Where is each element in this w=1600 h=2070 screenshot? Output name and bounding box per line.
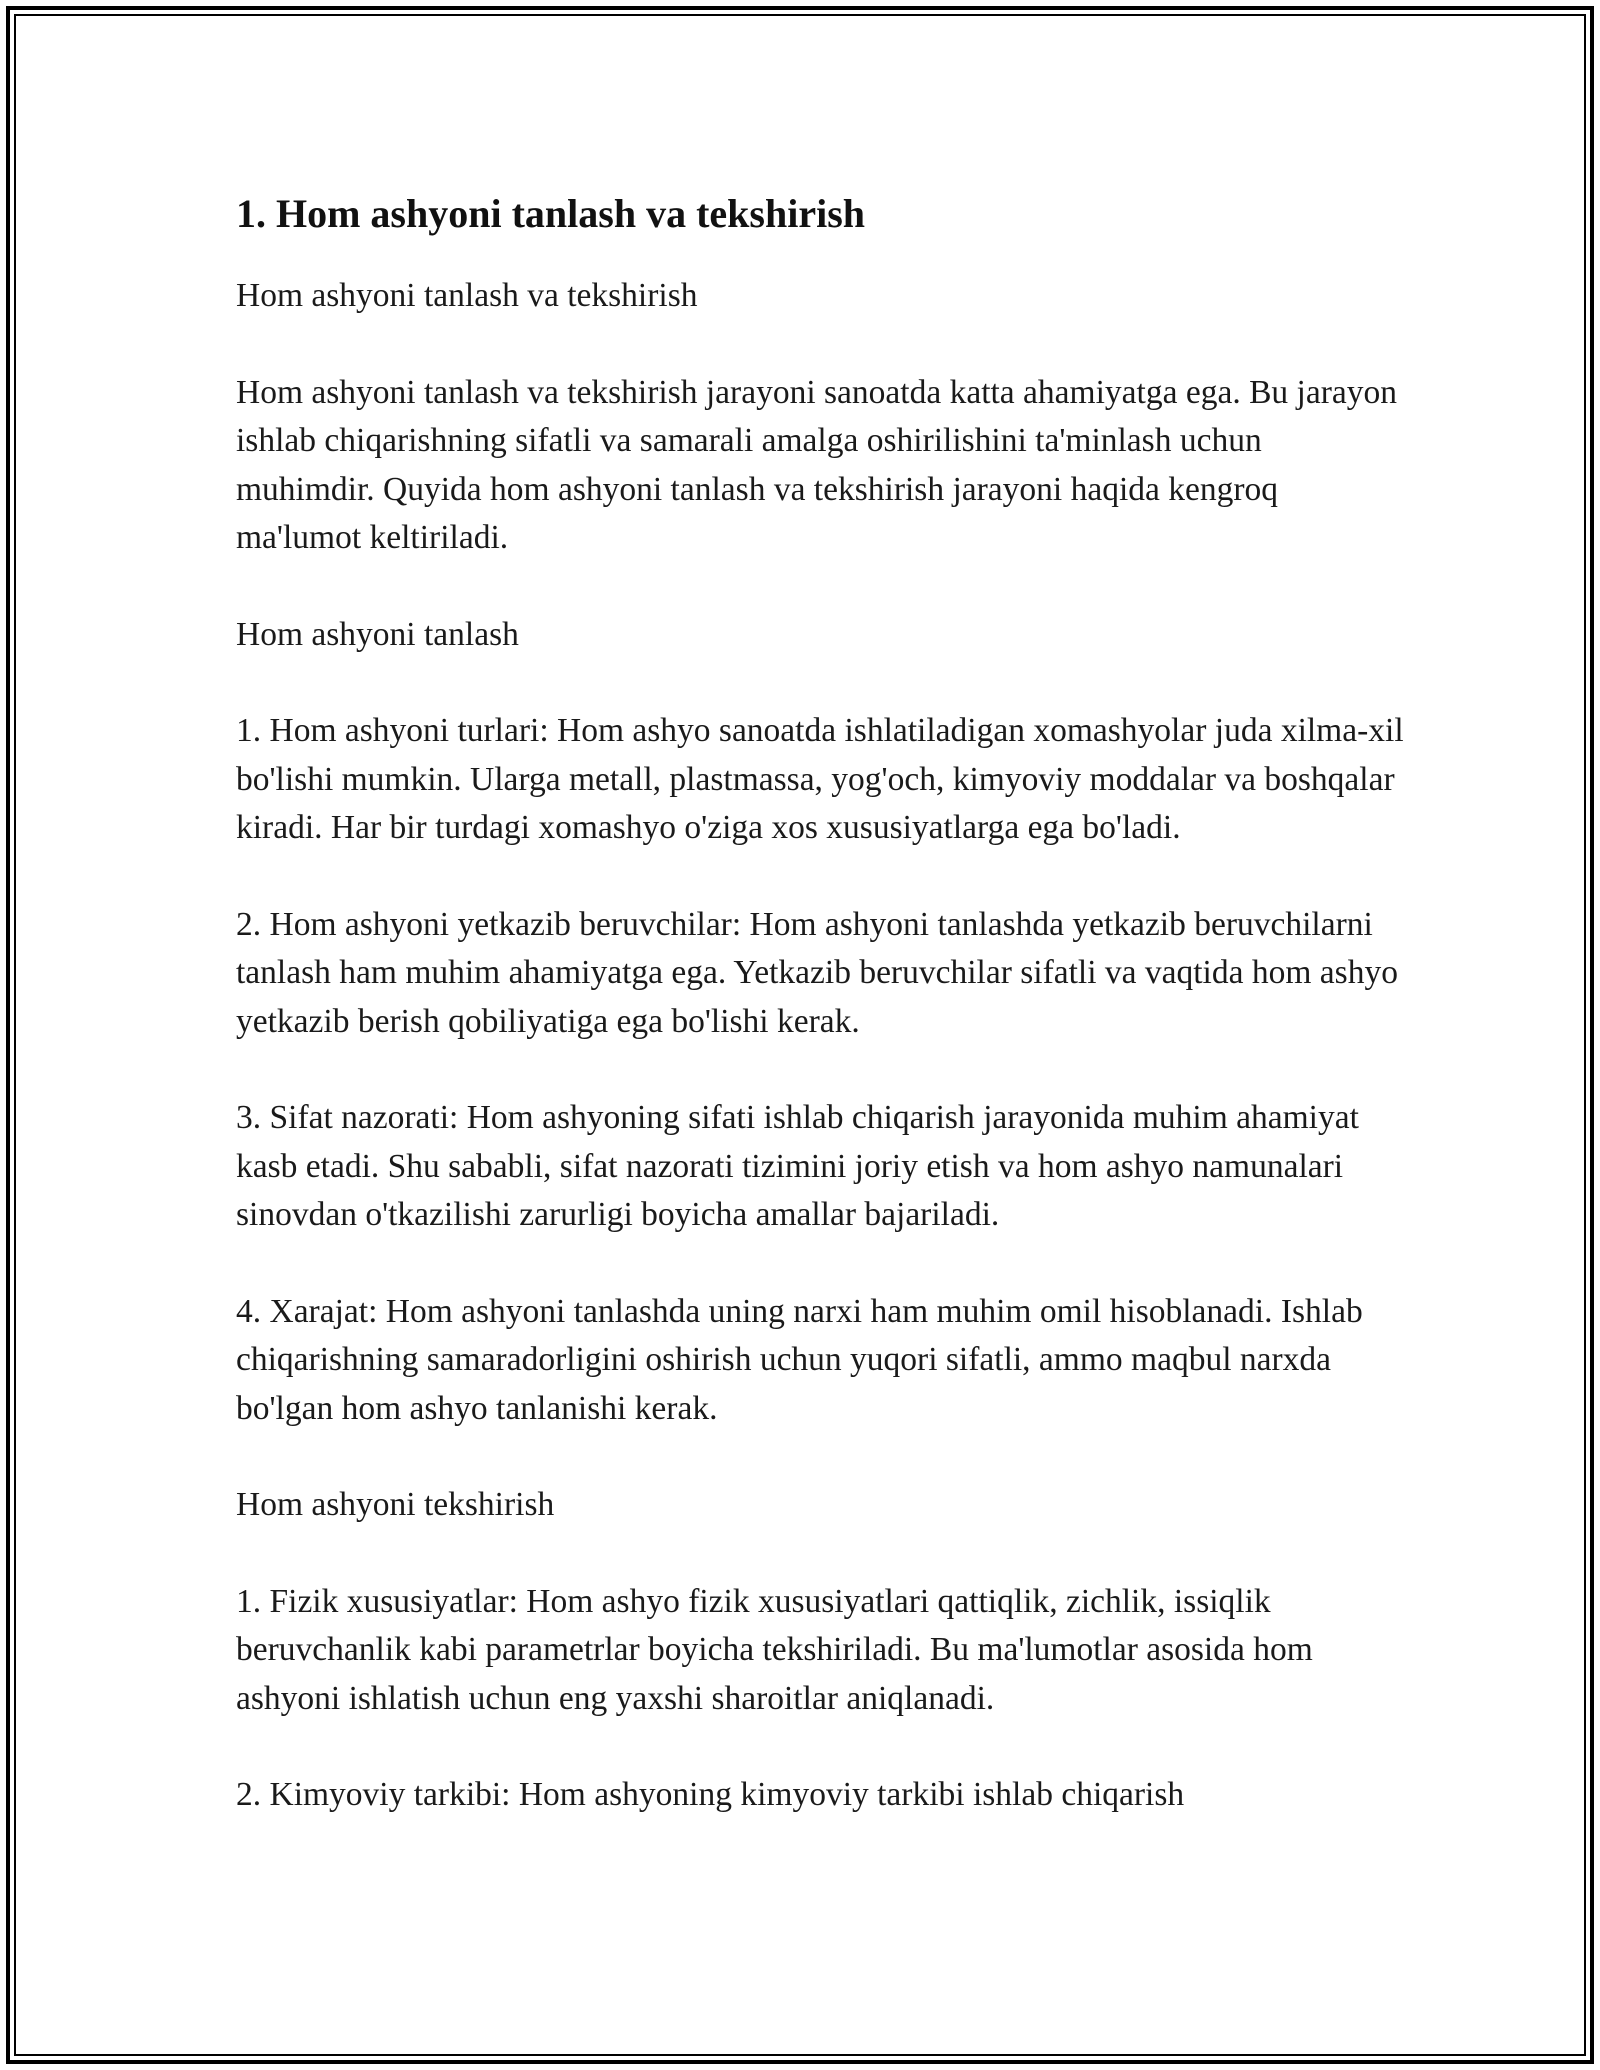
subheading-selection: Hom ashyoni tanlash (236, 615, 519, 653)
subheading-inspection: Hom ashyoni tekshirish (236, 1486, 555, 1523)
subheading-selection-and-inspection: Hom ashyoni tanlash va tekshirish (236, 277, 698, 314)
list-item-chemical-composition: 2. Kimyoviy tarkibi: Hom ashyoning kimyoviy tarkibi ishlab chiqarish (236, 1776, 1185, 1813)
list-item-suppliers: 2. Hom ashyoni yetkazib beruvchilar: Hom ashyoni tanlashda yetkazib beruvchilarni tanlash ham muhim ahamiyatga ega. Yetkazib beruvchilar sifatli va vaqtida hom ashyo yetkazib berish qobiliyatiga ega bo'lishi kerak. (236, 905, 1398, 1040)
list-item-cost: 4. Xarajat: Hom ashyoni tanlashda uning narxi ham muhim omil hisoblanadi. Ishlab chiqarishning samaradorligini oshirish uchun yuqori sifatli, ammo maqbul narxda bo'lgan hom ashyo tanlanishi kerak. (236, 1292, 1363, 1427)
list-item-physical-properties: 1. Fizik xususiyatlar: Hom ashyo fizik xususiyatlari qattiqlik, zichlik, issiqlik beruvchanlik kabi parametrlar boyicha tekshiriladi. Bu ma'lumotlar asosida hom ashyoni ishlatish uchun eng yaxshi sharoitlar aniqlanadi. (236, 1582, 1313, 1717)
document-body (236, 186, 1406, 1820)
list-item-material-types: 1. Hom ashyoni turlari: Hom ashyo sanoatda ishlatiladigan xomashyolar juda xilma-xil bo'lishi mumkin. Ularga metall, plastmassa, yog'och, kimyoviy moddalar va boshqalar kiradi. Har bir turdagi xomashyo o'ziga xos xususiyatlarga ega bo'ladi. (236, 712, 1404, 846)
section-heading: 1. Hom ashyoni tanlash va tekshirish (236, 191, 866, 236)
list-item-quality-control: 3. Sifat nazorati: Hom ashyoning sifati ishlab chiqarish jarayonida muhim ahamiyat kasb etadi. Shu sababli, sifat nazorati tizimini joriy etish va hom ashyo namunalari sinovdan o'tkazilishi zarurligi boyicha amallar bajariladi. (236, 1099, 1359, 1233)
intro-paragraph: Hom ashyoni tanlash va tekshirish jarayoni sanoatda katta ahamiyatga ega. Bu jarayon ishlab chiqarishning sifatli va samarali amalga oshirilishini ta'minlash uchun muhimdir. Quyida hom ashyoni tanlash va tekshirish jarayoni haqida kengroq ma'lumot keltiriladi. (236, 373, 1397, 556)
